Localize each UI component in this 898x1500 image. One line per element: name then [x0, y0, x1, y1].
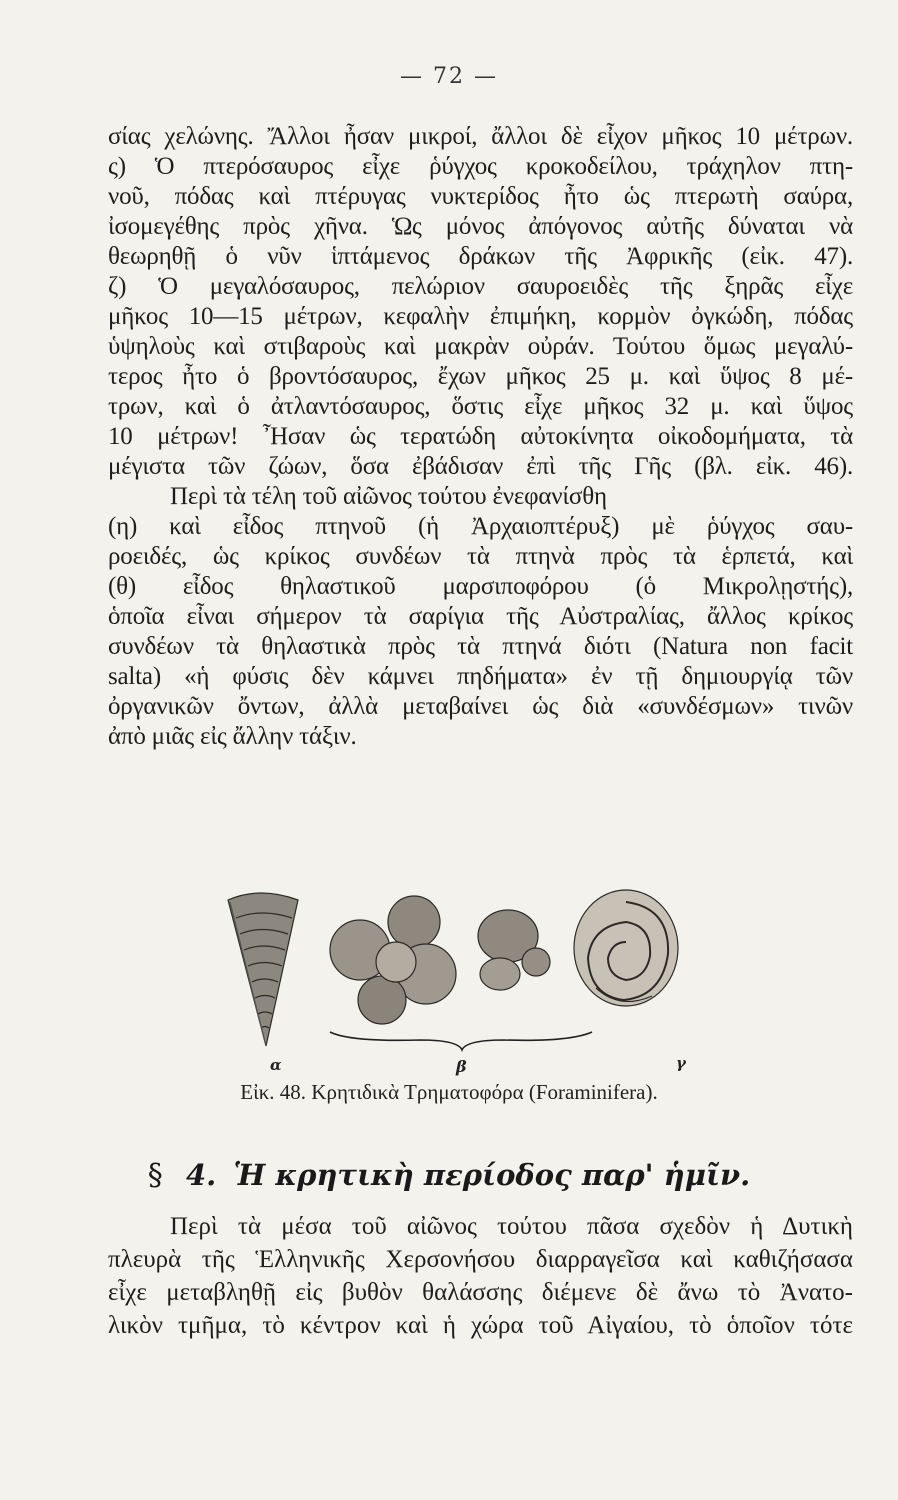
text-line: ὁποῖα εἶναι σήμερον τὰ σαρίγια τῆς Αὐστραλίας, ἄλλος κρίκος [108, 603, 853, 630]
text-line: μῆκος 10—15 μέτρων, κεφαλὴν ἐπιμήκη, κορμὸν ὀγκώδη, πόδας [108, 303, 853, 330]
text-line: τερος ἦτο ὁ βροντόσαυρος, ἔχων μῆκος 25 μ. καὶ ὕψος 8 μέ- [108, 363, 853, 390]
text-line: Περὶ τὰ τέλη τοῦ αἰῶνος τούτου ἐνεφανίσθη [170, 483, 607, 510]
text-line: λικὸν τμῆμα, τὸ κέντρον καὶ ἡ χώρα τοῦ Αἰγαίου, τὸ ὁποῖον τότε [108, 1312, 853, 1339]
section-title: Ἡ κρητικὴ περίοδος παρ' ἡμῖν. [233, 1158, 751, 1192]
cone-foraminifer [228, 893, 298, 1046]
section-number: 4. [186, 1158, 217, 1192]
text-line: Περὶ τὰ μέσα τοῦ αἰῶνος τούτου πᾶσα σχεδὸν ἡ Δυτικὴ [170, 1213, 853, 1240]
paragraph-1 [108, 122, 853, 752]
text-line: σίας χελώνης. Ἄλλοι ἦσαν μικροί, ἄλλοι δὲ εἶχον μῆκος 10 μέτρων. [108, 123, 853, 150]
coiled-foraminifer [574, 890, 678, 1006]
text-line: salta) «ἡ φύσις δὲν κάμνει πηδήματα» ἐν τῇ δημιουργίᾳ τῶν [108, 663, 853, 690]
text-line: ἀπὸ μιᾶς εἰς ἄλλην τάξιν. [108, 723, 357, 750]
text-line: πλευρὰ τῆς Ἑλληνικῆς Χερσονήσου διαρραγεῖσα καὶ καθιζήσασα [108, 1246, 853, 1273]
section-sign: § [147, 1158, 163, 1193]
text-line: ζ) Ὁ μεγαλόσαυρος, πελώριον σαυροειδὲς τῆς ξηρᾶς εἶχε [108, 273, 853, 300]
figure-label-alpha: α [270, 1056, 282, 1074]
figure-label-gamma: γ [676, 1054, 686, 1072]
text-line: 10 μέτρων! Ἦσαν ὡς τερατώδη αὐτοκίνητα οἰκοδομήματα, τὰ [108, 423, 853, 450]
text-line: ὀργανικῶν ὄντων, ἀλλὰ μεταβαίνει ὡς διὰ «συνδέσμων» τινῶν [108, 693, 853, 720]
text-line: τρων, καὶ ὁ ἀτλαντόσαυρος, ὅστις εἶχε μῆκος 32 μ. καὶ ὕψος [108, 393, 853, 420]
section-heading [0, 1158, 898, 1193]
text-line: (θ) εἶδος θηλαστικοῦ μαρσιποφόρου (ὁ Μικρολῃστής), [108, 573, 853, 600]
text-line: (η) καὶ εἶδος πτηνοῦ (ἡ Ἀρχαιοπτέρυξ) μὲ ῥύγχος σαυ- [108, 513, 853, 540]
text-line: ροειδές, ὡς κρίκος συνδέων τὰ πτηνὰ πρὸς τὰ ἑρπετά, καὶ [108, 543, 853, 570]
foraminifera-figure [200, 878, 720, 1078]
paragraph-3 [108, 1210, 853, 1342]
page-number: — 72 — [400, 64, 498, 89]
figure-brace [330, 1032, 592, 1050]
figure-label-beta: β [456, 1057, 467, 1076]
text-line: νοῦ, πόδας καὶ πτέρυγας νυκτερίδος ἦτο ὡς πτερωτὴ σαύρα, [108, 183, 853, 210]
text-line: συνδέων τὰ θηλαστικὰ πρὸς τὰ πτηνά διότι (Natura non facit [108, 633, 853, 660]
text-line: ὑψηλοὺς καὶ στιβαροὺς καὶ μακρὰν οὐράν. Τούτου ὅμως μεγαλύ- [108, 333, 853, 360]
text-line: μέγιστα τῶν ζώων, ὅσα ἐβάδισαν ἐπὶ τῆς Γῆς (βλ. εἰκ. 46). [108, 453, 853, 480]
globular-foraminifer [330, 896, 550, 1024]
text-line: θεωρηθῇ ὁ νῦν ἱπτάμενος δράκων τῆς Ἀφρικῆς (εἰκ. 47). [108, 243, 853, 270]
foraminifera-illustration [200, 878, 720, 1078]
text-line: εἶχε μεταβληθῇ εἰς βυθὸν θαλάσσης διέμενε δὲ ἄνω τὸ Ἀνατο- [108, 1279, 853, 1306]
figure-caption: Εἰκ. 48. Κρητιδικὰ Τρηματοφόρα (Foraminifera). [240, 1080, 658, 1104]
text-line: ς) Ὁ πτερόσαυρος εἶχε ῥύγχος κροκοδείλου, τράχηλον πτη- [108, 153, 853, 180]
text-line: ἰσομεγέθης πρὸς χῆνα. Ὡς μόνος ἀπόγονος αὐτῆς δύναται νὰ [108, 213, 853, 240]
